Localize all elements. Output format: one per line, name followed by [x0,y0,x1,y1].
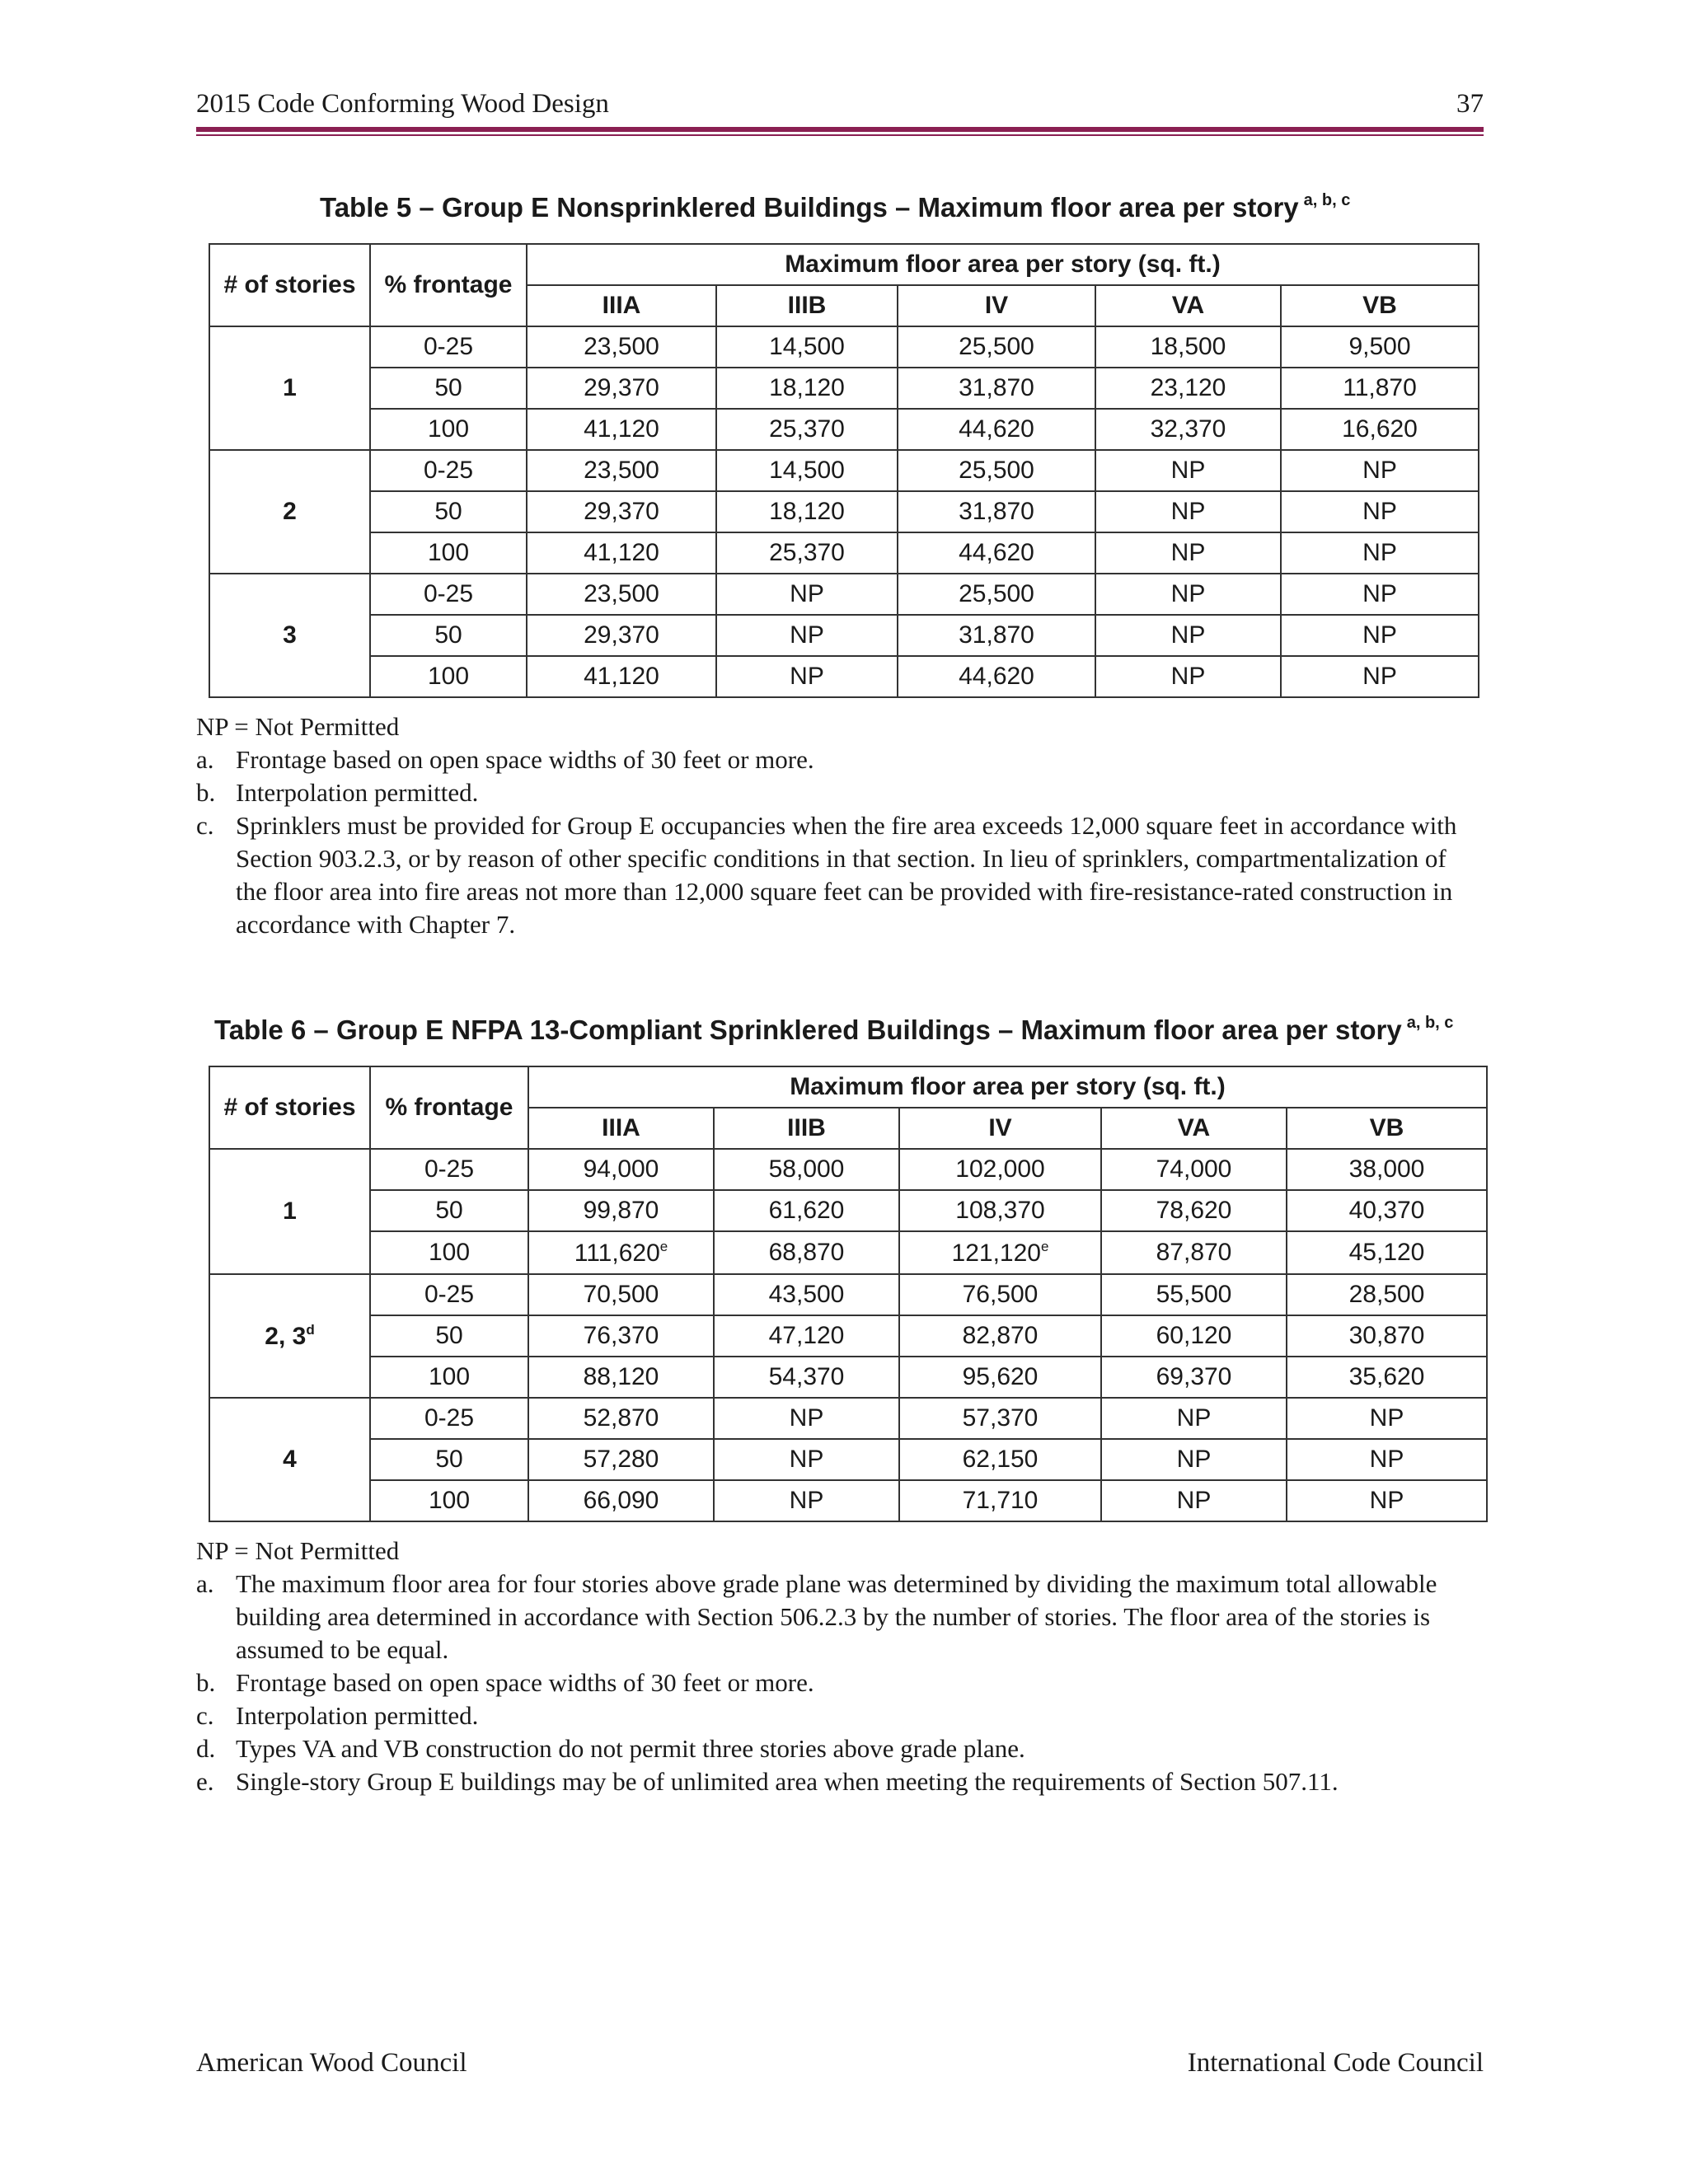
table6-stories-cell [209,1274,370,1398]
table6-value-cell [1287,1439,1487,1480]
table6-value-cell [714,1274,899,1315]
table5-stories-cell [209,574,370,697]
table5-value-cell [716,409,898,450]
table6 [209,1066,1488,1522]
table5-value-cell [1281,615,1479,656]
table6-title [214,1014,1453,1046]
table6-footnote-letter: b. [196,1668,216,1697]
table5-value: 14,500 [769,333,845,360]
table5-value-cell [527,368,716,409]
table6-value-cell [528,1398,714,1439]
table6-value: 40,370 [1348,1197,1425,1224]
table5-value-cell [716,450,898,491]
table5-value: 32,370 [1150,415,1226,443]
footer-right: International Code Council [1187,2048,1484,2078]
table6-row [209,1480,1487,1521]
table5-value: 14,500 [769,457,845,484]
table5-value: NP [1362,498,1397,525]
table5-value: NP [790,663,824,690]
table6-value: 43,500 [768,1281,845,1308]
table5-value-cell [1281,656,1479,697]
table6-value: NP [1176,1446,1212,1473]
table5-header-max-area: Maximum floor area per story (sq. ft.) [527,244,1479,285]
table6-value-cell [1101,1231,1287,1274]
table5-value: NP [1362,663,1397,690]
table5-title-footnotes: a, b, c [1303,191,1351,209]
table6-value-cell [899,1274,1101,1315]
table5-stories-label: 1 [283,374,297,401]
table5-value: 31,870 [959,374,1034,401]
table5-footnote-1 [196,776,1482,809]
table5-value: 44,620 [959,663,1034,690]
table6-value: 111,620 [574,1239,660,1267]
table5-value: 23,120 [1150,374,1226,401]
table5-value-cell [898,574,1095,615]
table5-value: 23,500 [584,333,659,360]
table5-value-cell [1095,532,1281,574]
table6-value: 28,500 [1348,1281,1425,1308]
table5-value: NP [1170,457,1206,484]
table5-value-cell [1281,532,1479,574]
table6-footnote-letter: a. [196,1569,214,1598]
table6-value: 88,120 [583,1363,659,1390]
table6-value-cell [528,1190,714,1231]
table6-value: 70,500 [583,1281,659,1308]
table5-value-cell [898,368,1095,409]
table5-frontage-cell: 100 [370,532,527,574]
table6-value: NP [789,1404,824,1432]
table5-value: NP [1362,539,1397,566]
table5-stories-label: 3 [283,621,297,649]
table6-value-cell [714,1190,899,1231]
table6-value: 60,120 [1156,1322,1232,1349]
table6-footnote-letter: d. [196,1734,216,1763]
table5-value-cell [527,409,716,450]
table5-value: NP [1362,457,1397,484]
table5-frontage-cell: 100 [370,409,527,450]
table5-value-cell [716,368,898,409]
table5-value-cell [1095,450,1281,491]
header-rule-thin [196,134,1484,136]
table5-value-cell [898,656,1095,697]
table6-stories-label: 1 [283,1197,297,1225]
table6-value: 82,870 [962,1322,1039,1349]
table5-footnote-letter: c. [196,811,214,840]
table5-value-cell [1095,574,1281,615]
table5-value-cell [716,656,898,697]
table5-footnote-text: Interpolation permitted. [236,778,479,807]
table6-value: 108,370 [955,1197,1045,1224]
table5-value: 9,500 [1348,333,1411,360]
table6-value-cell [528,1231,714,1274]
table5-value: 25,370 [769,539,845,566]
table6-value: 58,000 [768,1155,845,1183]
table5-title [320,191,1350,223]
table5-notes [196,710,1482,941]
table6-frontage-cell: 0-25 [370,1149,528,1190]
table6-value: NP [789,1487,824,1514]
table6-footnote-text: Frontage based on open space widths of 30 feet or more. [236,1668,814,1697]
table5-stories-cell [209,326,370,450]
table5-value: 41,120 [584,663,659,690]
table6-value-cell [1287,1398,1487,1439]
table5-row [209,450,1479,491]
page-number: 37 [1456,89,1484,119]
table6-notes [196,1535,1482,1798]
table6-value: NP [1369,1487,1404,1514]
table6-value-cell [528,1149,714,1190]
table5-row [209,368,1479,409]
table6-value: NP [1369,1446,1404,1473]
table6-value-cell [899,1439,1101,1480]
table5-value: 25,370 [769,415,845,443]
table5-value-cell [1095,409,1281,450]
table5-value-cell [1095,368,1281,409]
table5-value-cell [527,615,716,656]
table5-frontage-cell: 50 [370,368,527,409]
table6-value: NP [1176,1487,1212,1514]
table6-value-cell [714,1480,899,1521]
table5-value: NP [1170,663,1206,690]
table6-np-note: NP = Not Permitted [196,1536,400,1565]
table6-value: 76,500 [962,1281,1039,1308]
table6-title-text: Table 6 – Group E NFPA 13-Compliant Sprinklered Buildings – Maximum floor area per story [214,1015,1402,1045]
table5-value: NP [1170,539,1206,566]
table6-footnote-2 [196,1699,1482,1732]
table5-value-cell [1281,574,1479,615]
table5-value: 31,870 [959,498,1034,525]
table6-header-stories: # of stories [209,1066,370,1149]
table6-value: 52,870 [583,1404,659,1432]
table6-value-cell [714,1231,899,1274]
table6-value-cell [1287,1231,1487,1274]
table6-value: 30,870 [1348,1322,1425,1349]
table5-value: 29,370 [584,374,659,401]
table5-row [209,409,1479,450]
table5-type-iiia: IIIA [527,285,716,326]
table5-value-cell [527,491,716,532]
table6-frontage-cell: 0-25 [370,1274,528,1315]
table6-value-cell [899,1315,1101,1357]
header-rule-thick [196,127,1484,132]
table5-value: 41,120 [584,539,659,566]
table5-value-cell [1281,450,1479,491]
table5-value: NP [1170,580,1206,607]
table6-title-footnotes: a, b, c [1406,1014,1454,1032]
table6-value-cell [1287,1315,1487,1357]
table6-value: 38,000 [1348,1155,1425,1183]
table5-title-text: Table 5 – Group E Nonsprinklered Buildings – Maximum floor area per story [320,192,1299,223]
table6-value-cell [1101,1398,1287,1439]
table6-value: 61,620 [768,1197,845,1224]
table5-stories-cell [209,450,370,574]
table6-value: 35,620 [1348,1363,1425,1390]
table5-value-cell [716,491,898,532]
table5-value-cell [1095,656,1281,697]
table6-value: 69,370 [1156,1363,1232,1390]
table6-value: 66,090 [583,1487,659,1514]
table6-frontage-cell: 50 [370,1315,528,1357]
table6-value-cell [1101,1439,1287,1480]
table5-value-cell [898,326,1095,368]
table6-stories-cell [209,1398,370,1521]
table6-frontage-cell: 100 [370,1357,528,1398]
table6-row [209,1357,1487,1398]
table5-frontage-cell: 0-25 [370,450,527,491]
table6-value-cell [714,1149,899,1190]
table5-frontage-cell: 0-25 [370,574,527,615]
table6-value: 76,370 [583,1322,659,1349]
table5-value: 25,500 [959,333,1034,360]
table5-value: 29,370 [584,621,659,649]
table6-footnote-text: The maximum floor area for four stories above grade plane was determined by dividing the maximum total allowable building area determined in accordance with Section 506.2.3 by the number of stories. The floor area of the stories is assumed to be equal. [236,1569,1437,1664]
table6-type-iiib: IIIB [714,1108,899,1149]
table6-footnote-text: Types VA and VB construction do not permit three stories above grade plane. [236,1734,1025,1763]
table5-value-cell [898,615,1095,656]
table5-value: 25,500 [959,580,1034,607]
table5-value-cell [898,409,1095,450]
table5-header-stories: # of stories [209,244,370,326]
table6-value-footnote: e [1040,1238,1049,1254]
table5-row [209,615,1479,656]
table6-footnote-0 [196,1568,1482,1666]
table6-frontage-cell: 100 [370,1231,528,1274]
table6-value: NP [1176,1404,1212,1432]
table5-row [209,491,1479,532]
table5-value-cell [1281,491,1479,532]
table6-value: 99,870 [583,1197,659,1224]
table5-value: 31,870 [959,621,1034,649]
table5-value-cell [716,574,898,615]
table6-value-cell [899,1398,1101,1439]
table6-row [209,1315,1487,1357]
table6-value: 62,150 [962,1446,1039,1473]
table5-footnote-text: Frontage based on open space widths of 30 feet or more. [236,745,814,774]
table5-value: 18,120 [769,374,845,401]
table5-type-iv: IV [898,285,1095,326]
table5-value: 18,120 [769,498,845,525]
table6-stories-cell [209,1149,370,1274]
table6-value: 95,620 [962,1363,1039,1390]
table6-value-cell [1287,1357,1487,1398]
table6-value-cell [528,1274,714,1315]
table5-type-va: VA [1095,285,1281,326]
table5-value-cell [716,532,898,574]
table6-value: 78,620 [1156,1197,1232,1224]
table5-value-cell [1095,615,1281,656]
table6-value: 87,870 [1156,1239,1232,1266]
table5-value: 44,620 [959,539,1034,566]
table6-header-frontage: % frontage [370,1066,528,1149]
table5-value: NP [1170,498,1206,525]
table5-header-frontage: % frontage [370,244,527,326]
table6-frontage-cell: 100 [370,1480,528,1521]
table5-value-cell [1281,326,1479,368]
footer-left: American Wood Council [196,2048,467,2078]
table6-value-cell [528,1357,714,1398]
table6-value-cell [1287,1190,1487,1231]
table6-footnote-3 [196,1732,1482,1765]
table5-value-cell [1281,409,1479,450]
table5-value: 29,370 [584,498,659,525]
table5-frontage-cell: 50 [370,615,527,656]
table5-footnote-letter: b. [196,778,216,807]
table6-value: 47,120 [768,1322,845,1349]
table5-value: NP [790,621,824,649]
table5-stories-label: 2 [283,498,297,525]
table6-value-cell [899,1231,1101,1274]
running-head [196,89,1484,125]
table5-value-cell [1095,491,1281,532]
table5-frontage-cell: 100 [370,656,527,697]
table6-value-cell [1101,1315,1287,1357]
table6-value-cell [899,1149,1101,1190]
table6-row [209,1190,1487,1231]
table5-value: NP [1362,580,1397,607]
running-head-title: 2015 Code Conforming Wood Design [196,89,609,119]
table6-value-cell [1287,1149,1487,1190]
table6-type-va: VA [1101,1108,1287,1149]
table6-footnote-1 [196,1666,1482,1699]
table6-value-cell [1101,1190,1287,1231]
table6-value-cell [528,1315,714,1357]
table6-value: 57,280 [583,1446,659,1473]
table6-value-cell [714,1439,899,1480]
table6-value-cell [714,1357,899,1398]
table5-value: 44,620 [959,415,1034,443]
table6-value: 68,870 [768,1239,845,1266]
table6-value-cell [714,1398,899,1439]
table5-value-cell [527,326,716,368]
table6-value: 54,370 [768,1363,845,1390]
table5-footnote-0 [196,743,1482,776]
table6-footnote-text: Interpolation permitted. [236,1701,479,1730]
table5-value: NP [1170,621,1206,649]
table5-frontage-cell: 0-25 [370,326,527,368]
table6-frontage-cell: 50 [370,1439,528,1480]
table6-value-cell [528,1480,714,1521]
table5-value: 16,620 [1342,415,1418,443]
table5-value-cell [527,574,716,615]
table5-frontage-cell: 50 [370,491,527,532]
table6-value-cell [1101,1357,1287,1398]
table5-value-cell [716,326,898,368]
table6-type-vb: VB [1287,1108,1487,1149]
table5-value: 23,500 [584,457,659,484]
table5-footnote-letter: a. [196,745,214,774]
table6-stories-label: 2, 3 [265,1322,307,1350]
table5-value: NP [1362,621,1397,649]
table6-value-cell [899,1357,1101,1398]
table6-header-max-area: Maximum floor area per story (sq. ft.) [528,1066,1487,1108]
table6-type-iv: IV [899,1108,1101,1149]
table6-value-cell [1101,1274,1287,1315]
table5-type-vb: VB [1281,285,1479,326]
table5-row [209,574,1479,615]
table6-stories-label: 4 [283,1446,297,1473]
table6-row [209,1439,1487,1480]
table5-value: 18,500 [1150,333,1226,360]
table6-value-cell [528,1439,714,1480]
table6-value-cell [899,1480,1101,1521]
table5-type-iiib: IIIB [716,285,898,326]
table6-type-iiia: IIIA [528,1108,714,1149]
table5-value: 41,120 [584,415,659,443]
table6-footnote-4 [196,1765,1482,1798]
table6-value: 45,120 [1348,1239,1425,1266]
table5-value-cell [898,450,1095,491]
table5 [209,243,1479,698]
table5-value-cell [1095,326,1281,368]
table6-value-cell [1101,1480,1287,1521]
table6-value: 102,000 [955,1155,1045,1183]
table6-footnote-letter: c. [196,1701,214,1730]
table6-footnote-letter: e. [196,1767,214,1796]
table6-value-footnote: e [659,1238,668,1254]
table5-np-note: NP = Not Permitted [196,712,400,741]
table6-value-cell [899,1190,1101,1231]
table6-value: 121,120 [951,1239,1041,1267]
table6-value-cell [714,1315,899,1357]
table5-value: 25,500 [959,457,1034,484]
table6-row [209,1231,1487,1274]
table5-value: 11,870 [1343,374,1417,401]
table5-row [209,326,1479,368]
table6-row [209,1274,1487,1315]
table6-value-cell [1287,1274,1487,1315]
table5-row [209,532,1479,574]
table6-value: 74,000 [1156,1155,1232,1183]
table5-value: NP [790,580,824,607]
table6-frontage-cell: 0-25 [370,1398,528,1439]
table5-value-cell [898,491,1095,532]
table6-stories-footnote: d [306,1321,315,1338]
table6-value: NP [789,1446,824,1473]
table6-value: 71,710 [962,1487,1039,1514]
table5-footnote-text: Sprinklers must be provided for Group E occupancies when the fire area exceeds 12,000 square feet in accordance with Section 903.2.3, or by reason of other specific conditions in that section. In lieu of sprinklers, compartmentalization of the floor area into fire areas not more than 12,000 square feet can be provided with fire-resistance-rated construction in accordance with Chapter 7. [236,811,1457,939]
table5-value-cell [1281,368,1479,409]
table5-value-cell [716,615,898,656]
table6-value: 55,500 [1156,1281,1232,1308]
table5-value-cell [527,532,716,574]
table6-value: 57,370 [962,1404,1039,1432]
table6-value: NP [1369,1404,1404,1432]
table5-value-cell [898,532,1095,574]
table6-footnote-text: Single-story Group E buildings may be of unlimited area when meeting the requirements of Section 507.11. [236,1767,1339,1796]
table6-row [209,1398,1487,1439]
table6-row [209,1149,1487,1190]
table6-value-cell [1101,1149,1287,1190]
table5-footnote-2 [196,809,1482,941]
table5-value: 23,500 [584,580,659,607]
table6-value-cell [1287,1480,1487,1521]
table5-value-cell [527,656,716,697]
table6-value: 94,000 [583,1155,659,1183]
table5-value-cell [527,450,716,491]
table5-row [209,656,1479,697]
table6-frontage-cell: 50 [370,1190,528,1231]
